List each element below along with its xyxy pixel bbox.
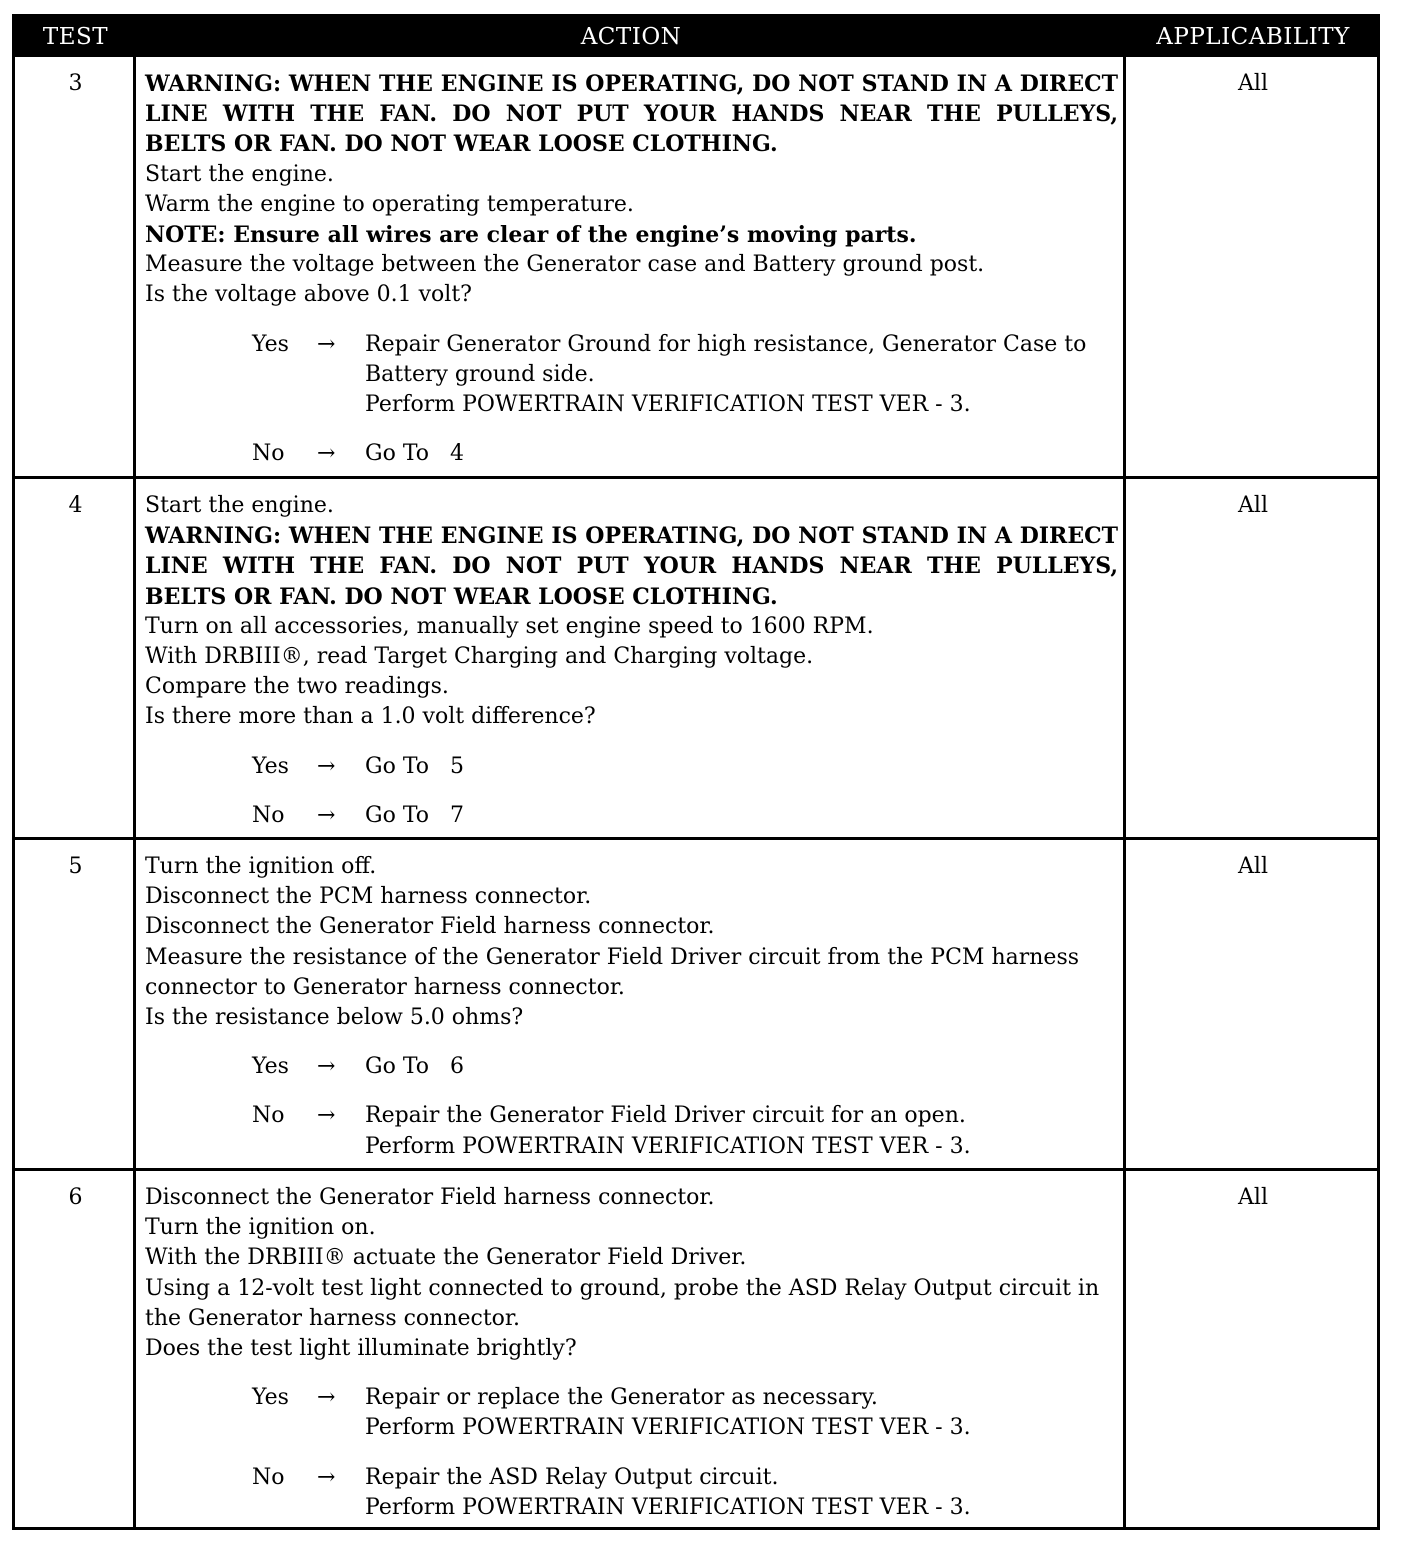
- no-result: [365, 1463, 1118, 1523]
- table-header: [15, 17, 1377, 57]
- test-number: 6: [68, 1185, 83, 1210]
- question-line: Is there more than a 1.0 volt difference?: [145, 704, 596, 730]
- no-label: No: [252, 1464, 285, 1490]
- yes-result: [365, 1383, 1118, 1443]
- action-line: With the DRBIII® actuate the Generator Field Driver.: [145, 1245, 747, 1271]
- yes-branch: [145, 330, 1118, 421]
- action-line: connector to Generator harness connector.: [145, 974, 625, 1000]
- result-line: Repair the ASD Relay Output circuit.: [365, 1464, 779, 1490]
- action-line: Compare the two readings.: [145, 674, 449, 700]
- arrow-right-icon: →: [317, 1103, 336, 1129]
- arrow-right-icon: →: [317, 1385, 336, 1411]
- result-line: Repair Generator Ground for high resistance, Generator Case to Battery ground side.: [365, 331, 1087, 387]
- yes-result: [365, 330, 1118, 421]
- applicability-value: All: [1238, 1185, 1268, 1210]
- action-line: the Generator harness connector.: [145, 1305, 521, 1331]
- yes-branch: [145, 1383, 1118, 1443]
- no-result: [365, 801, 1118, 831]
- table-row: [15, 840, 1377, 1168]
- yes-label: Yes: [252, 1385, 289, 1411]
- no-result: [365, 439, 1118, 469]
- arrow-right-icon: →: [317, 441, 336, 467]
- yes-result: [365, 1052, 1118, 1082]
- arrow-right-icon: →: [317, 1464, 336, 1490]
- action-cell: [145, 69, 1118, 469]
- action-line: Turn the ignition off.: [145, 854, 377, 879]
- action-line: Start the engine.: [145, 493, 334, 518]
- arrow-right-icon: →: [317, 802, 336, 828]
- no-branch: [145, 439, 1118, 469]
- action-line: Start the engine.: [145, 161, 334, 187]
- test-number: 4: [68, 493, 83, 518]
- applicability-value: All: [1238, 854, 1268, 879]
- action-line: Turn on all accessories, manually set engine speed to 1600 RPM.: [145, 613, 874, 639]
- yes-label: Yes: [252, 331, 289, 357]
- result-line: Perform POWERTRAIN VERIFICATION TEST VER - 3.: [365, 1415, 971, 1441]
- test-number: 3: [68, 71, 83, 96]
- action-line: Disconnect the Generator Field harness connector.: [145, 914, 715, 940]
- action-line: Measure the voltage between the Generator case and Battery ground post.: [145, 252, 985, 278]
- header-test: TEST: [42, 24, 109, 50]
- diagnostic-table: [12, 14, 1380, 1530]
- action-line: Warm the engine to operating temperature.: [145, 191, 634, 217]
- arrow-right-icon: →: [317, 331, 336, 357]
- result-line: Go To 5: [365, 753, 464, 779]
- no-label: No: [252, 802, 285, 828]
- result-line: Perform POWERTRAIN VERIFICATION TEST VER - 3.: [365, 1494, 971, 1520]
- action-cell: [145, 1183, 1118, 1523]
- arrow-right-icon: →: [317, 1054, 336, 1080]
- result-line: Perform POWERTRAIN VERIFICATION TEST VER - 3.: [365, 1133, 971, 1159]
- applicability-value: All: [1238, 493, 1268, 518]
- result-line: Go To 6: [365, 1054, 464, 1080]
- question-line: Does the test light illuminate brightly?: [145, 1336, 577, 1362]
- action-cell: [145, 491, 1118, 831]
- no-branch: [145, 1101, 1118, 1161]
- warning-text: WARNING: WHEN THE ENGINE IS OPERATING, DO NOT STAND IN A DIRECT LINE WITH THE FAN. DO NOT PUT YOUR HANDS NEAR THE PULLEYS, BELTS OR FAN. DO NOT WEAR LOOSE CLOTHING.: [145, 523, 1118, 610]
- warning-text: WARNING: WHEN THE ENGINE IS OPERATING, DO NOT STAND IN A DIRECT LINE WITH THE FAN. DO NOT PUT YOUR HANDS NEAR THE PULLEYS, BELTS OR FAN. DO NOT WEAR LOOSE CLOTHING.: [145, 71, 1118, 158]
- yes-branch: [145, 752, 1118, 782]
- no-label: No: [252, 441, 285, 467]
- action-line: Turn the ignition on.: [145, 1215, 376, 1241]
- no-result: [365, 1101, 1118, 1161]
- applicability-value: All: [1238, 71, 1268, 96]
- yes-label: Yes: [252, 1054, 289, 1080]
- yes-result: [365, 752, 1118, 782]
- table-row: [15, 57, 1377, 476]
- note-text: NOTE: Ensure all wires are clear of the engine’s moving parts.: [145, 222, 917, 249]
- yes-label: Yes: [252, 753, 289, 779]
- no-branch: [145, 801, 1118, 831]
- result-line: Repair or replace the Generator as necessary.: [365, 1385, 878, 1411]
- result-line: Perform POWERTRAIN VERIFICATION TEST VER - 3.: [365, 392, 971, 418]
- table-row: [15, 479, 1377, 837]
- action-cell: [145, 852, 1118, 1162]
- header-action: ACTION: [580, 24, 682, 50]
- table-row: [15, 1171, 1377, 1527]
- action-line: Disconnect the Generator Field harness connector.: [145, 1185, 715, 1210]
- arrow-right-icon: →: [317, 753, 336, 779]
- question-line: Is the voltage above 0.1 volt?: [145, 282, 472, 308]
- result-line: Go To 4: [365, 441, 464, 467]
- result-line: Go To 7: [365, 802, 464, 828]
- action-line: With DRBIII®, read Target Charging and Charging voltage.: [145, 644, 814, 670]
- yes-branch: [145, 1052, 1118, 1082]
- result-line: Repair the Generator Field Driver circuit for an open.: [365, 1103, 966, 1129]
- test-number: 5: [68, 854, 83, 879]
- action-line: Using a 12-volt test light connected to ground, probe the ASD Relay Output circuit in: [145, 1275, 1100, 1301]
- action-line: Measure the resistance of the Generator Field Driver circuit from the PCM harness: [145, 944, 1080, 970]
- no-branch: [145, 1463, 1118, 1523]
- header-applicability: APPLICABILITY: [1156, 24, 1350, 50]
- question-line: Is the resistance below 5.0 ohms?: [145, 1005, 524, 1031]
- no-label: No: [252, 1103, 285, 1129]
- action-line: Disconnect the PCM harness connector.: [145, 884, 592, 910]
